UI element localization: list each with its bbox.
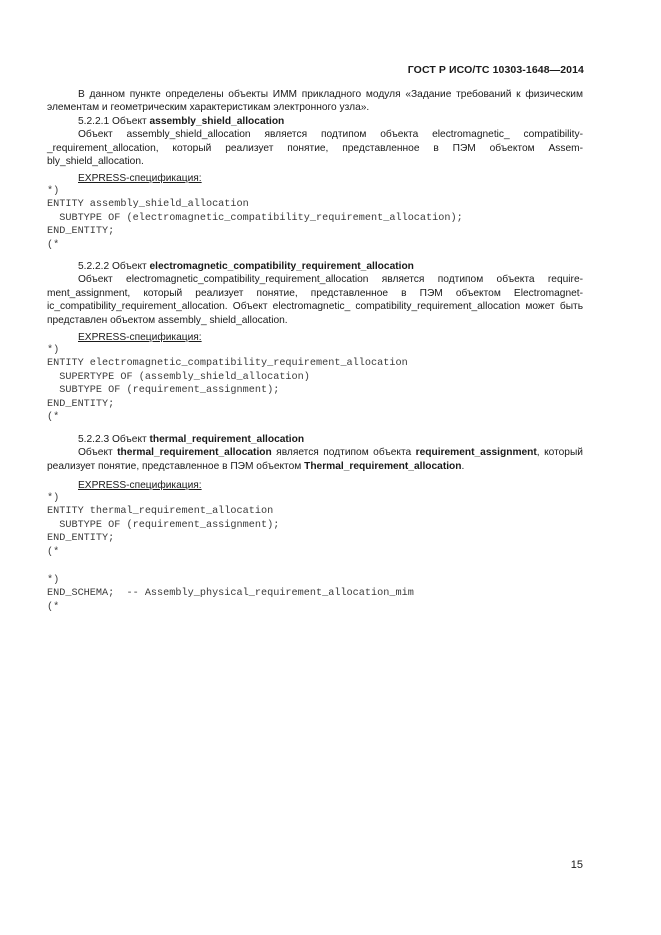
intro-paragraph: В данном пункте определены объекты ИММ прикладного модуля «Задание требований к физическим элементам и геометрическим характеристикам электронного узла». — [47, 89, 583, 114]
express-label-block — [47, 172, 583, 185]
section-body — [47, 273, 583, 327]
code-line: (* — [47, 601, 60, 613]
section-entity-name: assembly_shield_allocation — [149, 115, 285, 127]
entity-reference: Thermal_requirement_allocation — [304, 460, 462, 472]
section-entity-name: thermal_requirement_allocation — [149, 434, 305, 445]
code-line: SUBTYPE OF (requirement_assignment); — [47, 519, 280, 531]
section-heading — [47, 260, 583, 273]
code-line: END_ENTITY; — [47, 226, 115, 238]
section-body — [47, 128, 583, 168]
code-line: *) — [47, 575, 60, 586]
code-line: *) — [47, 493, 60, 504]
express-spec-label: EXPRESS-спецификация: — [78, 332, 202, 343]
body-text: Объект assembly_shield_allocation является подтипом объекта electromagnetic_ compatibility-_requirement_allocation, который реализует понятие, представленное в ПЭМ объектом Assem-bly_shield_allocation. — [47, 129, 583, 168]
body-text: , который реализует понятие, представленное в ПЭМ объектом — [47, 447, 583, 472]
section-heading — [47, 433, 583, 446]
code-line: END_SCHEMA; -- Assembly_physical_requirement_allocation_mim — [47, 588, 414, 600]
code-line: *) — [47, 345, 60, 356]
express-spec-label: EXPRESS-спецификация: — [78, 173, 202, 184]
code-line: SUBTYPE OF (electromagnetic_compatibility_requirement_allocation); — [47, 212, 463, 224]
express-label-block — [47, 331, 583, 344]
code-line: END_ENTITY; — [47, 533, 115, 545]
body-text: Объект electromagnetic_compatibility_requirement_allocation является подтипом объекта require-ment_assignment, который реализует понятие, представленное в ПЭМ объектом Electromagnet-ic_compatibility_requirement_allocation. Объект electromagnetic_ compatibility_requirement_allocation может быть представлен объектом assembly_ shield_allocation. — [47, 274, 583, 326]
page-number: 15 — [570, 859, 583, 871]
intro-block — [47, 88, 583, 168]
code-line: SUBTYPE OF (requirement_assignment); — [47, 385, 280, 397]
express-code-block — [47, 492, 279, 559]
code-line: (* — [47, 546, 60, 558]
express-code-block — [47, 344, 408, 424]
section-number: 5.2.2.1 Объект — [78, 115, 150, 127]
express-spec-label: EXPRESS-спецификация: — [78, 480, 202, 491]
end-schema-code-block — [47, 574, 414, 614]
code-line: (* — [47, 239, 60, 251]
document-code-header: ГОСТ Р ИСО/ТС 10303-1648—2014 — [407, 64, 584, 76]
code-line: (* — [47, 412, 60, 424]
code-line: ENTITY thermal_requirement_allocation — [47, 506, 274, 518]
code-line: ENTITY electromagnetic_compatibility_requirement_allocation — [47, 358, 408, 370]
section-number: 5.2.2.2 Объект — [78, 261, 150, 272]
section-block — [47, 260, 583, 327]
body-text: Объект — [78, 447, 118, 459]
express-code-block — [47, 185, 463, 252]
entity-reference: requirement_assignment — [415, 447, 537, 459]
body-text: является подтипом объекта — [271, 447, 416, 459]
code-line: END_ENTITY; — [47, 398, 115, 410]
code-line: ENTITY assembly_shield_allocation — [47, 199, 249, 211]
section-block — [47, 433, 583, 473]
code-line: SUPERTYPE OF (assembly_shield_allocation) — [47, 371, 310, 383]
express-label-block — [47, 479, 583, 492]
code-line: *) — [47, 186, 60, 197]
section-heading — [47, 115, 583, 128]
section-body — [47, 446, 583, 473]
entity-reference: thermal_requirement_allocation — [117, 447, 272, 459]
section-entity-name: electromagnetic_compatibility_requirement_allocation — [149, 261, 414, 272]
section-number: 5.2.2.3 Объект — [78, 434, 150, 445]
body-text: . — [461, 460, 465, 472]
